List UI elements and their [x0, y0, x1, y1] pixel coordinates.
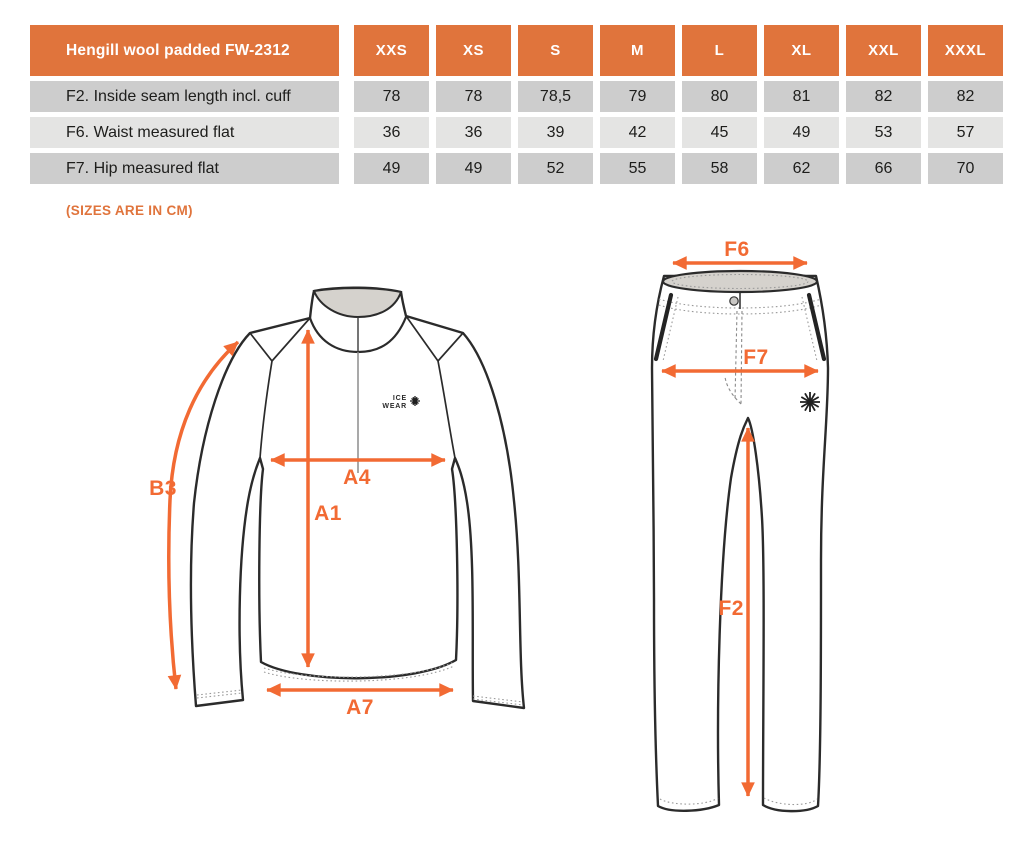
brand-logo-line2: WEAR — [382, 403, 407, 410]
size-header-l: L — [682, 25, 757, 76]
value-cell: 53 — [846, 117, 921, 148]
value-cell: 81 — [764, 81, 839, 112]
size-header-xxxl: XXXL — [928, 25, 1003, 76]
product-title-cell: Hengill wool padded FW-2312 — [30, 25, 339, 76]
size-header-xl: XL — [764, 25, 839, 76]
value-cell: 66 — [846, 153, 921, 184]
pants-diagram — [652, 238, 828, 811]
value-cell: 62 — [764, 153, 839, 184]
units-note: (SIZES ARE IN CM) — [66, 203, 193, 218]
waist-button — [730, 297, 738, 305]
a1-label: A1 — [314, 502, 342, 525]
value-cell: 36 — [354, 117, 429, 148]
value-cell: 36 — [436, 117, 511, 148]
value-cell: 55 — [600, 153, 675, 184]
value-cell: 78 — [436, 81, 511, 112]
size-header-xxs: XXS — [354, 25, 429, 76]
value-cell: 57 — [928, 117, 1003, 148]
value-cell: 39 — [518, 117, 593, 148]
size-header-m: M — [600, 25, 675, 76]
value-cell: 42 — [600, 117, 675, 148]
size-header-xxl: XXL — [846, 25, 921, 76]
b3-label: B3 — [149, 477, 177, 500]
value-cell: 49 — [354, 153, 429, 184]
f6-label: F6 — [724, 238, 750, 261]
value-cell: 78 — [354, 81, 429, 112]
value-cell: 78,5 — [518, 81, 593, 112]
value-cell: 49 — [436, 153, 511, 184]
value-cell: 82 — [846, 81, 921, 112]
a7-label: A7 — [346, 696, 374, 719]
value-cell: 70 — [928, 153, 1003, 184]
brand-logo-line1: ICE — [392, 395, 407, 402]
value-cell: 52 — [518, 153, 593, 184]
value-cell: 82 — [928, 81, 1003, 112]
row-label-cell: F6. Waist measured flat — [30, 117, 339, 148]
value-cell: 80 — [682, 81, 757, 112]
value-cell: 45 — [682, 117, 757, 148]
row-label-cell: F2. Inside seam length incl. cuff — [30, 81, 339, 112]
value-cell: 49 — [764, 117, 839, 148]
pants-outline — [652, 276, 828, 811]
value-cell: 79 — [600, 81, 675, 112]
f7-label: F7 — [743, 346, 769, 369]
f2-label: F2 — [718, 597, 744, 620]
sweater-diagram — [149, 288, 524, 719]
row-label-cell: F7. Hip measured flat — [30, 153, 339, 184]
size-header-xs: XS — [436, 25, 511, 76]
size-header-s: S — [518, 25, 593, 76]
a4-label: A4 — [343, 466, 371, 489]
value-cell: 58 — [682, 153, 757, 184]
